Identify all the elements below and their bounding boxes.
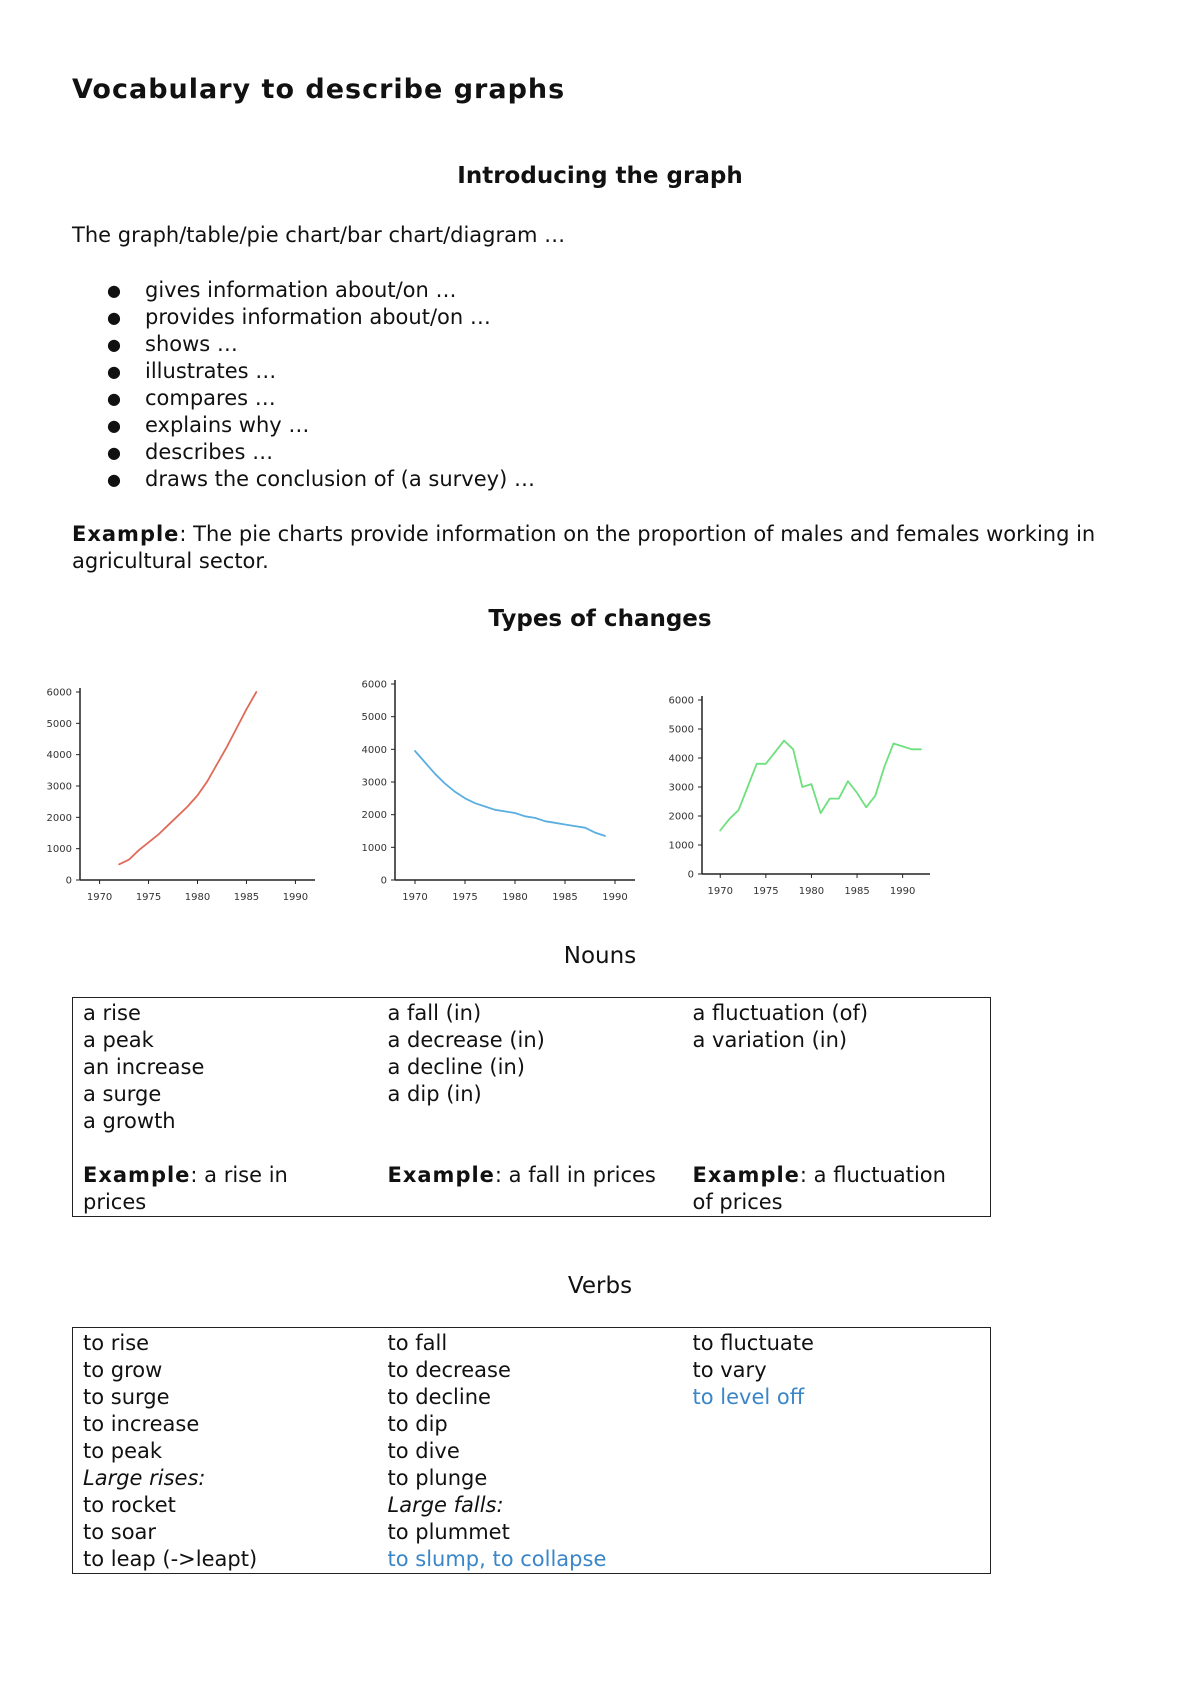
list-item: to dive	[387, 1439, 460, 1463]
list-item: a fall (in)	[387, 1001, 482, 1025]
y-tick-label: 3000	[46, 781, 72, 793]
nouns-col-rise	[73, 998, 378, 1217]
list-subheading: Large rises:	[83, 1466, 206, 1490]
list-item: a surge	[83, 1082, 162, 1106]
table-row	[73, 998, 991, 1217]
list-item: a dip (in)	[387, 1082, 482, 1106]
y-tick-label: 2000	[668, 811, 694, 823]
list-item: to vary	[692, 1358, 767, 1382]
list-item: an increase	[83, 1055, 205, 1079]
y-tick-label: 0	[380, 875, 387, 887]
list-item: to peak	[83, 1439, 163, 1463]
list-item: a rise	[83, 1001, 141, 1025]
nouns-col-fall	[378, 998, 683, 1217]
list-item: to plunge	[387, 1466, 488, 1490]
nouns-example-rise: Example: a rise in prices	[83, 1163, 288, 1214]
list-item: ● explains why …	[107, 413, 310, 437]
list-item: ● shows …	[107, 332, 238, 356]
list-item: a growth	[83, 1109, 176, 1133]
list-item: to increase	[83, 1412, 200, 1436]
x-tick-label: 1980	[798, 886, 825, 897]
example-label: Example	[72, 522, 180, 546]
y-tick-label: 5000	[46, 718, 72, 730]
y-tick-label: 5000	[668, 724, 694, 736]
y-tick-label: 3000	[668, 782, 694, 794]
nouns-table	[72, 997, 991, 1217]
y-tick-label: 1000	[668, 840, 694, 852]
y-tick-label: 4000	[668, 753, 694, 765]
list-item: a variation (in)	[692, 1028, 848, 1052]
list-item: ● draws the conclusion of (a survey) …	[107, 467, 535, 491]
x-tick-label: 1985	[552, 892, 578, 903]
y-tick-label: 4000	[361, 744, 387, 756]
list-item: a decrease (in)	[387, 1028, 545, 1052]
list-item: ● compares …	[107, 386, 276, 410]
y-tick-label: 0	[687, 869, 694, 881]
chart-fluctuating	[660, 688, 940, 908]
y-tick-label: 2000	[46, 812, 72, 824]
x-tick-label: 1975	[452, 892, 478, 903]
nouns-example-fluctuation: Example: a fluctuation of prices	[692, 1163, 946, 1214]
list-item: to level off	[692, 1385, 805, 1409]
list-item: to fluctuate	[692, 1331, 814, 1355]
x-tick-label: 1990	[889, 886, 916, 897]
y-tick-label: 2000	[361, 810, 387, 822]
list-item: to dip	[387, 1412, 448, 1436]
x-tick-label: 1985	[233, 892, 260, 903]
verbs-col-fluctuation	[683, 1328, 991, 1574]
series-line	[720, 741, 921, 831]
nouns-heading: Nouns	[563, 943, 637, 969]
nouns-col-fluctuation	[683, 998, 991, 1217]
list-item: a decline (in)	[387, 1055, 525, 1079]
x-tick-label: 1980	[502, 892, 528, 903]
x-tick-label: 1990	[282, 892, 309, 903]
y-tick-label: 1000	[361, 842, 387, 854]
list-item: to soar	[83, 1520, 157, 1544]
verbs-heading: Verbs	[567, 1273, 633, 1299]
verbs-col-fall	[378, 1328, 683, 1574]
x-tick-label: 1985	[844, 886, 870, 897]
nouns-example-fall: Example: a fall in prices	[387, 1163, 656, 1187]
list-item: to slump, to collapse	[387, 1547, 607, 1571]
x-tick-label: 1970	[402, 892, 428, 903]
list-subheading: Large falls:	[387, 1493, 504, 1517]
x-tick-label: 1975	[753, 886, 779, 897]
y-tick-label: 3000	[361, 777, 387, 789]
list-item: to rise	[83, 1331, 150, 1355]
list-item: to surge	[83, 1385, 170, 1409]
list-item: ● gives information about/on …	[107, 278, 457, 302]
list-item: to decrease	[387, 1358, 511, 1382]
table-row	[73, 1328, 991, 1574]
changes-heading: Types of changes	[488, 606, 712, 632]
series-line	[119, 692, 256, 864]
list-item: to leap (->leapt)	[83, 1547, 258, 1571]
x-tick-label: 1970	[707, 886, 733, 897]
page-title: Vocabulary to describe graphs	[72, 74, 566, 105]
x-tick-label: 1975	[135, 892, 162, 903]
y-tick-label: 1000	[46, 844, 72, 856]
list-item: to rocket	[83, 1493, 176, 1517]
series-line	[415, 751, 605, 836]
intro-heading: Introducing the graph	[457, 163, 743, 189]
y-tick-label: 5000	[361, 712, 387, 724]
x-tick-label: 1980	[184, 892, 211, 903]
list-item: to plummet	[387, 1520, 510, 1544]
verbs-table	[72, 1327, 991, 1574]
list-item: ● provides information about/on …	[107, 305, 491, 329]
y-tick-label: 6000	[361, 679, 387, 691]
list-item: ● illustrates …	[107, 359, 277, 383]
chart-rising	[30, 680, 330, 920]
intro-example	[72, 521, 1132, 575]
list-item: to fall	[387, 1331, 448, 1355]
list-item: a peak	[83, 1028, 154, 1052]
y-tick-label: 4000	[46, 750, 72, 762]
verbs-col-rise	[73, 1328, 378, 1574]
intro-bullet-list	[100, 277, 535, 493]
list-item: to grow	[83, 1358, 163, 1382]
chart-falling	[345, 672, 645, 917]
list-item: a fluctuation (of)	[692, 1001, 869, 1025]
intro-lead: The graph/table/pie chart/bar chart/diagram …	[72, 223, 566, 247]
y-tick-label: 6000	[668, 695, 694, 707]
y-tick-label: 6000	[46, 687, 72, 699]
list-item: to decline	[387, 1385, 491, 1409]
x-tick-label: 1990	[602, 892, 628, 903]
y-tick-label: 0	[65, 875, 72, 887]
x-tick-label: 1970	[86, 892, 113, 903]
example-text: : The pie charts provide information on the proportion of males and females working in agricultural sector.	[72, 522, 1096, 573]
list-item: ● describes …	[107, 440, 274, 464]
